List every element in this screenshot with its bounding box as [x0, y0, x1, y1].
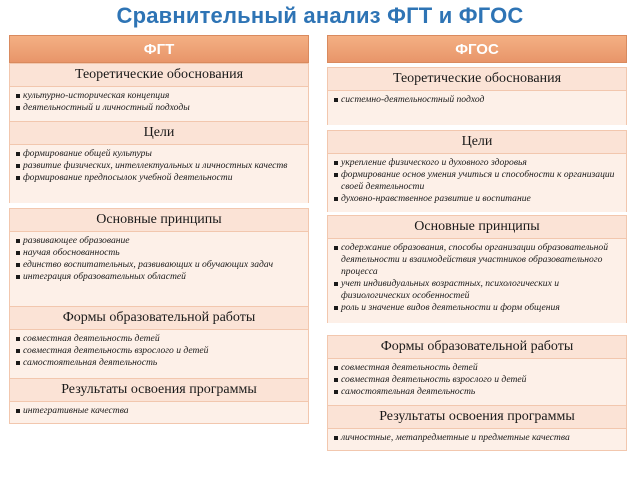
list-item: системно-деятельностный подход	[334, 94, 620, 106]
list-item: деятельностный и личностный подходы	[16, 102, 302, 114]
list-item: роль и значение видов деятельности и форм общения	[334, 302, 620, 314]
fgos-principles-heading: Основные принципы	[327, 215, 627, 239]
fgos-theory-body	[327, 91, 627, 125]
fgt-goals-heading: Цели	[9, 121, 309, 145]
list-item: культурно-историческая концепция	[16, 90, 302, 102]
list-item: содержание образования, способы организации образовательной деятельности и взаимодействия участников образовательного процесса	[334, 242, 620, 278]
fgos-column	[327, 35, 627, 451]
fgt-column	[9, 35, 309, 424]
fgt-theory-body	[9, 87, 309, 121]
fgos-principles-body	[327, 239, 627, 323]
list-item: научая обоснованность	[16, 247, 302, 259]
page-title: Сравнительный анализ ФГТ и ФГОС	[116, 3, 524, 28]
fgos-results-heading: Результаты освоения программы	[327, 405, 627, 429]
list-item: совместная деятельность детей	[16, 333, 302, 345]
fgos-results-body	[327, 429, 627, 451]
fgos-forms-heading: Формы образовательной работы	[327, 335, 627, 359]
list-item: развитие физических, интеллектуальных и личностных качеств	[16, 160, 302, 172]
fgt-header: ФГТ	[9, 35, 309, 63]
list-item: совместная деятельность взрослого и детей	[16, 345, 302, 357]
fgos-theory-heading: Теоретические обоснования	[327, 67, 627, 91]
list-item: единство воспитательных, развивающих и обучающих задач	[16, 259, 302, 271]
list-item: совместная деятельность детей	[334, 362, 620, 374]
fgt-results-body	[9, 402, 309, 424]
fgos-forms-body	[327, 359, 627, 405]
list-item: духовно-нравственное развитие и воспитание	[334, 193, 620, 205]
fgt-theory-heading: Теоретические обоснования	[9, 63, 309, 87]
list-item: формирование общей культуры	[16, 148, 302, 160]
list-item: интеграция образовательных областей	[16, 271, 302, 283]
fgt-goals-body	[9, 145, 309, 203]
list-item: учет индивидуальных возрастных, психологических и физиологических особенностей	[334, 278, 620, 302]
fgt-principles-body	[9, 232, 309, 306]
fgt-forms-body	[9, 330, 309, 378]
fgt-results-heading: Результаты освоения программы	[9, 378, 309, 402]
fgos-goals-heading: Цели	[327, 130, 627, 154]
list-item: развивающее образование	[16, 235, 302, 247]
list-item: самостоятельная деятельность	[334, 386, 620, 398]
fgos-header: ФГОС	[327, 35, 627, 63]
list-item: формирование основ умения учиться и способности к организации своей деятельности	[334, 169, 620, 193]
fgt-forms-heading: Формы образовательной работы	[9, 306, 309, 330]
list-item: самостоятельная деятельность	[16, 357, 302, 369]
list-item: совместная деятельность взрослого и детей	[334, 374, 620, 386]
fgt-principles-heading: Основные принципы	[9, 208, 309, 232]
list-item: личностные, метапредметные и предметные качества	[334, 432, 620, 444]
fgos-goals-body	[327, 154, 627, 212]
list-item: укрепление физического и духовного здоровья	[334, 157, 620, 169]
list-item: интегративные качества	[16, 405, 302, 417]
list-item: формирование предпосылок учебной деятельности	[16, 172, 302, 184]
